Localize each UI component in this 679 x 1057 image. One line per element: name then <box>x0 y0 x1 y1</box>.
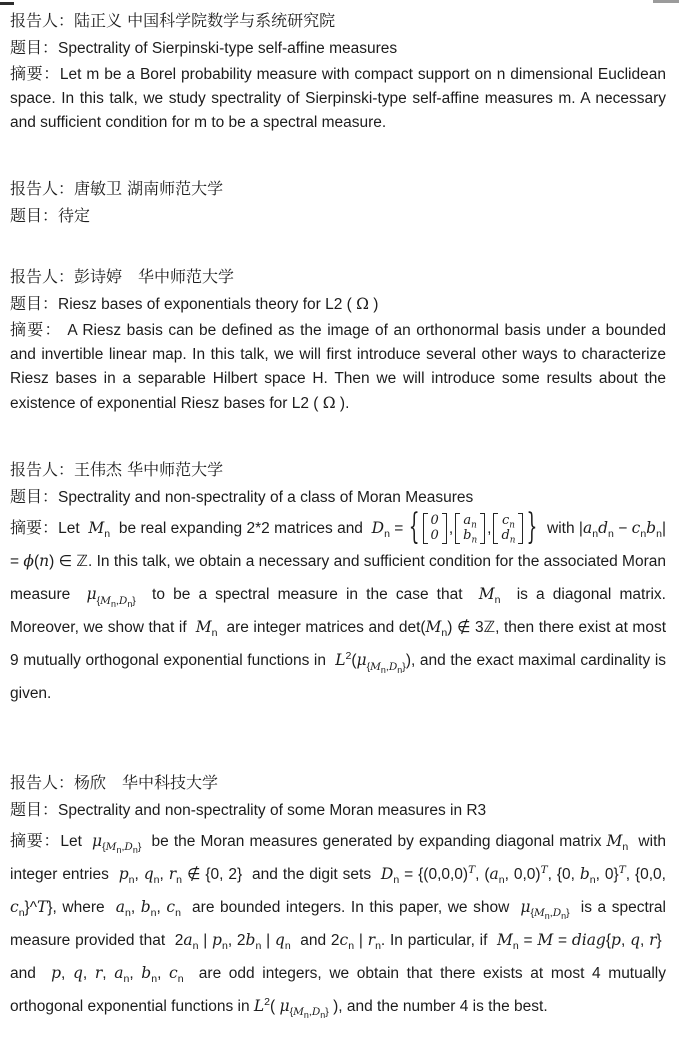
speaker-text: 王伟杰 华中师范大学 <box>74 460 224 479</box>
speaker-label: 报告人： <box>10 11 75 30</box>
speaker-text: 杨欣 华中科技大学 <box>74 773 219 792</box>
talk-section-3 <box>10 264 666 416</box>
abstract-text: Let $M_n$ be real expanding 2*2 matrices and $D_n$ = { 0 0 , $a_n$ $b_n$ , $c_n$ $d_n$ } with $|a_nd_n - c_nb_n| = \phi(n)$ ∈ ℤ. In this talk, we obtain a necessary and sufficient condition for the associated Moran measure $\mu_{\{M_n,D_n\}}$ to be a spectral measure in the case that $M_n$ is a diagonal matrix. Moreover, we show that if $M_n$ are integer matrices and $\det(M_n)$ ∉ 3ℤ, then there exist at most 9 mutually orthogonal exponential functions in $L^2(\mu_{\{M_n,D_n\}})$, and the exact maximal cardinality is given. <box>10 506 667 703</box>
title-text: Riesz bases of exponentials theory for L2 ( Ω ) <box>58 295 379 313</box>
title-text: Spectrality and non-spectrality of some Moran measures in R3 <box>58 802 487 819</box>
title-text: 待定 <box>58 206 91 225</box>
title-label: 题目： <box>10 38 59 57</box>
abstract-text: A Riesz basis can be defined as the image of an orthonormal basis under a bounded and invertible linear map. In this talk, we will first introduce several other ways to characterize Riesz bases in a separable Hilbert space H. Then we will introduce some results about the existence of exponential Riesz bases for L2 ( Ω ). <box>10 322 666 412</box>
speaker-line <box>10 176 666 203</box>
abstract-label: 摘要： <box>10 320 62 339</box>
title-line <box>10 291 666 318</box>
title-line <box>10 484 666 511</box>
abstract-paragraph <box>10 506 667 710</box>
scan-artifact-top-left <box>0 2 14 5</box>
title-text: Spectrality and non-spectrality of a class of Moran Measures <box>58 489 474 506</box>
title-label: 题目： <box>10 294 59 313</box>
title-label: 题目： <box>10 487 59 506</box>
talk-section-2 <box>10 176 666 230</box>
speaker-line <box>10 264 666 291</box>
speaker-line <box>10 8 666 35</box>
speaker-label: 报告人： <box>10 179 75 198</box>
title-text: Spectrality of Sierpinski-type self-affine measures <box>58 40 398 57</box>
title-line <box>10 35 666 62</box>
abstract-text: Let m be a Borel probability measure with compact support on n dimensional Euclidean space. In this talk, we study spectrality of Sierpinski-type self-affine measures m. A necessary and sufficient condition for m to be a spectral measure. <box>10 66 666 131</box>
abstract-label: 摘要： <box>10 831 61 850</box>
speaker-text: 陆正义 中国科学院数学与系统研究院 <box>74 11 336 30</box>
speaker-line <box>10 770 666 797</box>
speaker-text: 唐敏卫 湖南师范大学 <box>74 179 224 198</box>
speaker-text: 彭诗婷 华中师范大学 <box>74 267 235 286</box>
talk-section-5 <box>10 770 666 1023</box>
title-label: 题目： <box>10 206 59 225</box>
abstract-paragraph <box>10 62 666 135</box>
speaker-line <box>10 457 666 484</box>
abstract-paragraph <box>10 318 666 416</box>
abstract-label: 摘要： <box>10 64 60 83</box>
talk-section-1 <box>10 8 666 135</box>
abstract-label: 摘要： <box>10 518 59 537</box>
title-line <box>10 797 666 824</box>
talk-section-4 <box>10 457 666 710</box>
scan-artifact-top-right <box>653 0 679 3</box>
title-line <box>10 203 666 230</box>
speaker-label: 报告人： <box>10 773 75 792</box>
speaker-label: 报告人： <box>10 460 75 479</box>
abstract-paragraph <box>10 824 666 1023</box>
title-label: 题目： <box>10 800 59 819</box>
abstract-text: Let $\mu_{\{M_n,D_n\}}$ be the Moran measures generated by expanding diagonal matrix $M_n$ with integer entries $p_n$, $q_n$, $r_n$ ∉ {0, 2} and the digit sets $D_n = \{(0,0,0)^T$, ($a_n$, 0,0)$^T$, {0, $b_n$, 0}$^T$, {0,0, $c_n\}\^{}T$}, where $a_n$, $b_n$, $c_n$ are bounded integers. In this paper, we show $\mu_{\{M_n,D_n\}}$ is a spectral measure provided that $2a_n$ | $p_n$, $2b_n$ | $q_n$ and $2c_n$ | $r_n$. In particular, if $M_n = M$ = diag{p, q, r} and p, q, r, $a_n$, $b_n$, $c_n$ are odd integers, we obtain that there exists at most 4 mutually orthogonal exponential functions in $L^2$( $\mu_{\{M_n,D_n\}}$ ), and the number 4 is the best. <box>10 832 667 1021</box>
speaker-label: 报告人： <box>10 267 75 286</box>
